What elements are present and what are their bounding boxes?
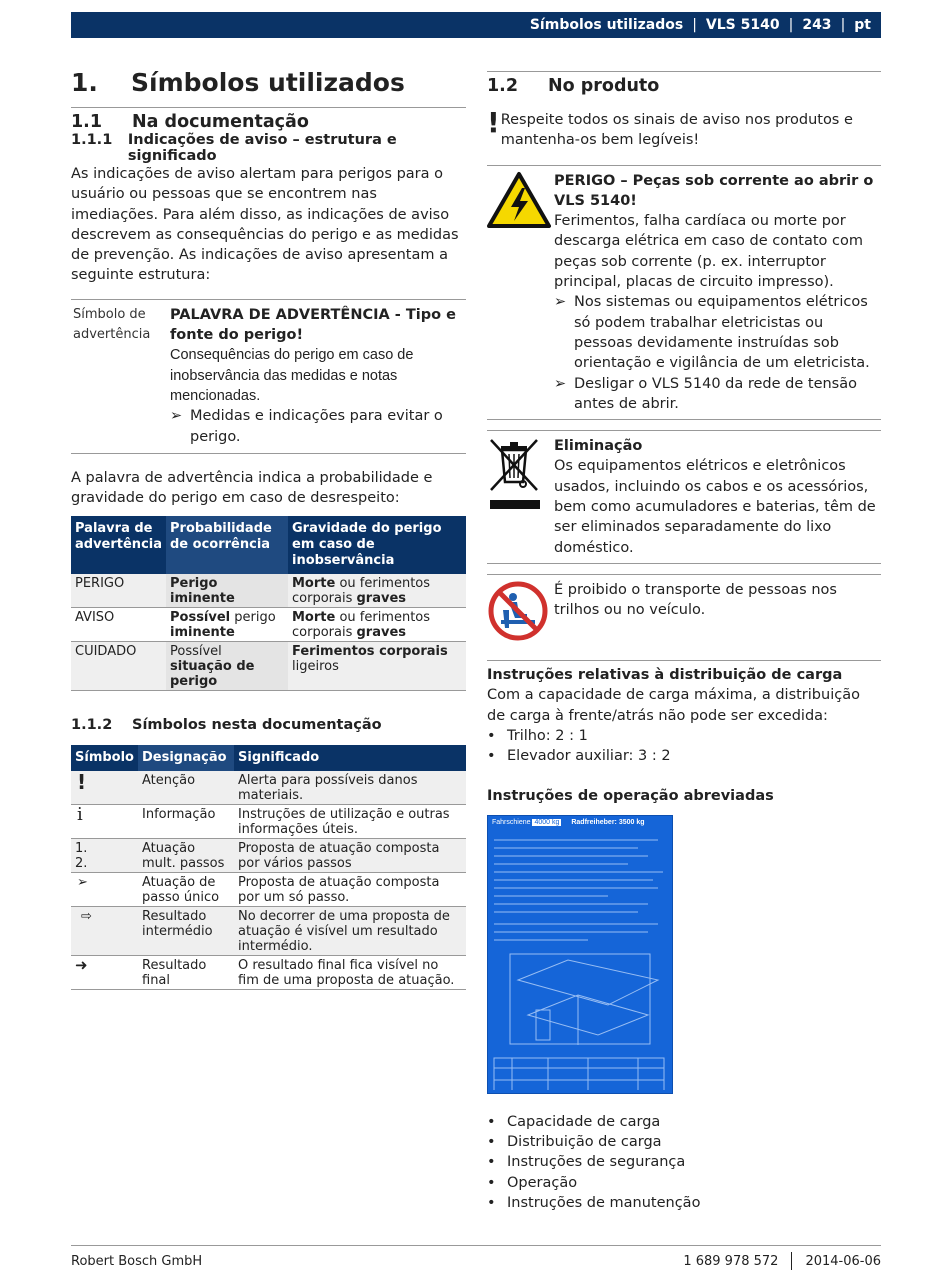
lift-diagram: [488, 830, 672, 1090]
operating-instructions-plate: [487, 815, 673, 1094]
exclamation-icon: !: [487, 106, 500, 139]
notice-block: [487, 106, 881, 151]
header-separator: |: [788, 17, 794, 33]
table-cell: Resultado intermédio: [138, 907, 234, 956]
danger-measure: Nos sistemas ou equipamentos elétricos só podem trabalhar eletricistas ou pessoas devidamente instruídas sob orientação e vigilância de um eletricista.: [574, 294, 870, 372]
header-page: 243: [802, 17, 832, 33]
section-number: 1.2: [487, 76, 519, 96]
exclamation-icon: !: [71, 771, 138, 805]
plate-label: Fahrschiene: [492, 818, 531, 826]
signal-word-table: [71, 516, 466, 691]
table-cell: Alerta para possíveis danos materiais.: [234, 771, 466, 805]
prohibition-block: [487, 574, 881, 661]
page-header: [71, 12, 881, 38]
danger-block: [487, 165, 881, 421]
subsection-heading: [71, 132, 466, 164]
header-separator: |: [692, 17, 697, 33]
table-cell: O resultado final fica visível no fim de uma proposta de atuação.: [234, 956, 466, 990]
footer-date: 2014-06-06: [805, 1253, 881, 1269]
table-header: Probabilidade de ocorrência: [166, 516, 288, 574]
section-heading: [71, 112, 466, 132]
load-text: Com a capacidade de carga máxima, a distribuição de carga à frente/atrás não pode ser excedida:: [487, 687, 860, 724]
subsection-heading: [71, 717, 466, 733]
list-item: • Capacidade de carga: [487, 1113, 661, 1130]
table-cell: Proposta de atuação composta por um só passo.: [234, 873, 466, 907]
chapter-title: Símbolos utilizados: [131, 68, 405, 97]
header-model: VLS 5140: [705, 17, 780, 33]
numbered-steps-icon: 1. 2.: [71, 839, 138, 873]
subsection-number: 1.1.1: [71, 132, 113, 148]
arrow-icon: ➢: [554, 375, 567, 392]
table-cell: Possível situação de perigo: [166, 642, 288, 691]
left-column: [71, 60, 466, 990]
divider: [487, 71, 881, 72]
disposal-block: [487, 430, 881, 564]
table-row: [71, 771, 466, 805]
header-separator: |: [840, 17, 846, 33]
list-item: • Distribuição de carga: [487, 1134, 662, 1151]
table-cell: Atenção: [138, 771, 234, 805]
list-item: • Operação: [487, 1174, 578, 1191]
table-cell: Morte ou ferimentos corporais graves: [288, 574, 466, 608]
subsection-title: Indicações de aviso – estrutura e significado: [127, 132, 397, 164]
hollow-arrow-icon: ⇨: [71, 907, 138, 956]
table-cell: Morte ou ferimentos corporais graves: [288, 608, 466, 642]
table-cell: PERIGO: [71, 574, 166, 608]
no-person-transport-icon: [487, 580, 554, 646]
warning-symbol-label: Símbolo de advertência: [73, 306, 151, 342]
table-row: [71, 642, 466, 691]
table-cell: Atuação de passo único: [138, 873, 234, 907]
right-column: [487, 71, 881, 1213]
danger-title: PERIGO – Peças sob corrente ao abrir o VLS 5140!: [554, 172, 874, 209]
table-header: Símbolo: [71, 745, 138, 771]
table-cell: Resultado final: [138, 956, 234, 990]
subsection-title: Símbolos nesta documentação: [132, 717, 382, 734]
table-cell: CUIDADO: [71, 642, 166, 691]
header-section: Símbolos utilizados: [529, 17, 684, 33]
table-cell: No decorrer de uma proposta de atuação é visível um resultado intermédio.: [234, 907, 466, 956]
list-item: • Instruções de manutenção: [487, 1194, 701, 1211]
footer-docnum: 1 689 978 572: [683, 1253, 779, 1269]
list-item: • Instruções de segurança: [487, 1154, 686, 1171]
high-voltage-warning-icon: [487, 171, 554, 415]
section-title: No produto: [548, 76, 660, 96]
table-header: Significado: [234, 745, 466, 771]
table-header: Designação: [138, 745, 234, 771]
subsection-number: 1.1.2: [71, 717, 113, 734]
table-row: [71, 608, 466, 642]
table-cell: Informação: [138, 805, 234, 839]
table-row: [71, 574, 466, 608]
load-heading: Instruções relativas à distribuição de carga: [487, 666, 843, 683]
ops-heading: Instruções de operação abreviadas: [487, 788, 774, 805]
footer-separator: [791, 1252, 792, 1270]
table-row: [71, 956, 466, 990]
table-cell: Proposta de atuação composta por vários passos: [234, 839, 466, 873]
table-cell: Instruções de utilização e outras informações úteis.: [234, 805, 466, 839]
weee-bin-icon: [487, 436, 554, 558]
symbols-table: [71, 745, 466, 990]
table-cell: Perigo iminente: [166, 574, 288, 608]
arrow-icon: ➢: [170, 408, 183, 425]
table-row: [71, 839, 466, 873]
disposal-title: Eliminação: [554, 438, 643, 455]
result-arrow-icon: ➜: [71, 956, 138, 990]
table-header: Gravidade do perigo em caso de inobservância: [288, 516, 466, 574]
table-row: [71, 907, 466, 956]
notice-text: Respeite todos os sinais de aviso nos produtos e mantenha-os bem legíveis!: [500, 112, 853, 149]
table-header: Palavra de advertência: [71, 516, 166, 574]
divider: [71, 107, 466, 108]
table-cell: Possível perigo iminente: [166, 608, 288, 642]
warning-structure-title: PALAVRA DE ADVERTÊNCIA - Tipo e fonte do perigo!: [170, 306, 456, 344]
arrow-icon: ➢: [554, 294, 567, 311]
table-row: [71, 873, 466, 907]
section-number: 1.1: [71, 112, 103, 132]
section-heading: [487, 76, 881, 96]
intro-paragraph: As indicações de aviso alertam para perigos para o usuário ou pessoas que se encontrem nas imediações. Para além disso, as indicações de aviso descrevem as consequências do perigo e as medidas de prevenção. As indicações de aviso apresentam a seguinte estrutura:: [71, 166, 459, 284]
arrow-icon: ➢: [71, 873, 138, 907]
footer-meta: [683, 1252, 881, 1270]
danger-text: Ferimentos, falha cardíaca ou morte por descarga elétrica em caso de contato com peças sob corrente (p. ex. interruptor principal, placas de circuito impresso).: [554, 213, 863, 291]
ops-list: [487, 1112, 881, 1213]
list-item: • Elevador auxiliar: 3 : 2: [487, 748, 671, 765]
footer-divider: [71, 1245, 881, 1246]
section-title: Na documentação: [132, 112, 309, 132]
plate-capacity: 4000 kg: [534, 818, 560, 826]
danger-measure: Desligar o VLS 5140 da rede de tensão antes de abrir.: [574, 375, 857, 412]
chapter-heading: [71, 68, 466, 97]
signal-word-paragraph: A palavra de advertência indica a probabilidade e gravidade do perigo em caso de desrespeito:: [71, 469, 433, 507]
table-cell: Atuação mult. passos: [138, 839, 234, 873]
table-cell: Ferimentos corporais ligeiros: [288, 642, 466, 691]
warning-structure-box: [71, 299, 466, 454]
warning-structure-consequence: Consequências do perigo em caso de inobservância das medidas e notas mencionadas.: [170, 347, 414, 404]
header-lang: pt: [854, 17, 871, 33]
footer-company: Robert Bosch GmbH: [71, 1254, 203, 1269]
prohibition-text: É proibido o transporte de pessoas nos trilhos ou no veículo.: [554, 581, 837, 619]
warning-structure-measure: Medidas e indicações para evitar o perigo.: [190, 408, 443, 445]
info-icon: i: [71, 805, 138, 839]
table-row: [71, 805, 466, 839]
plate-label: Radfreiheber: 3500 kg: [571, 818, 645, 826]
chapter-number: 1.: [71, 68, 98, 97]
list-item: • Trilho: 2 : 1: [487, 727, 588, 744]
disposal-text: Os equipamentos elétricos e eletrônicos usados, incluindo os cabos e os acessórios, bem como acumuladores e baterias, têm de ser eliminados separadamente do lixo doméstico.: [554, 458, 876, 556]
table-cell: AVISO: [71, 608, 166, 642]
